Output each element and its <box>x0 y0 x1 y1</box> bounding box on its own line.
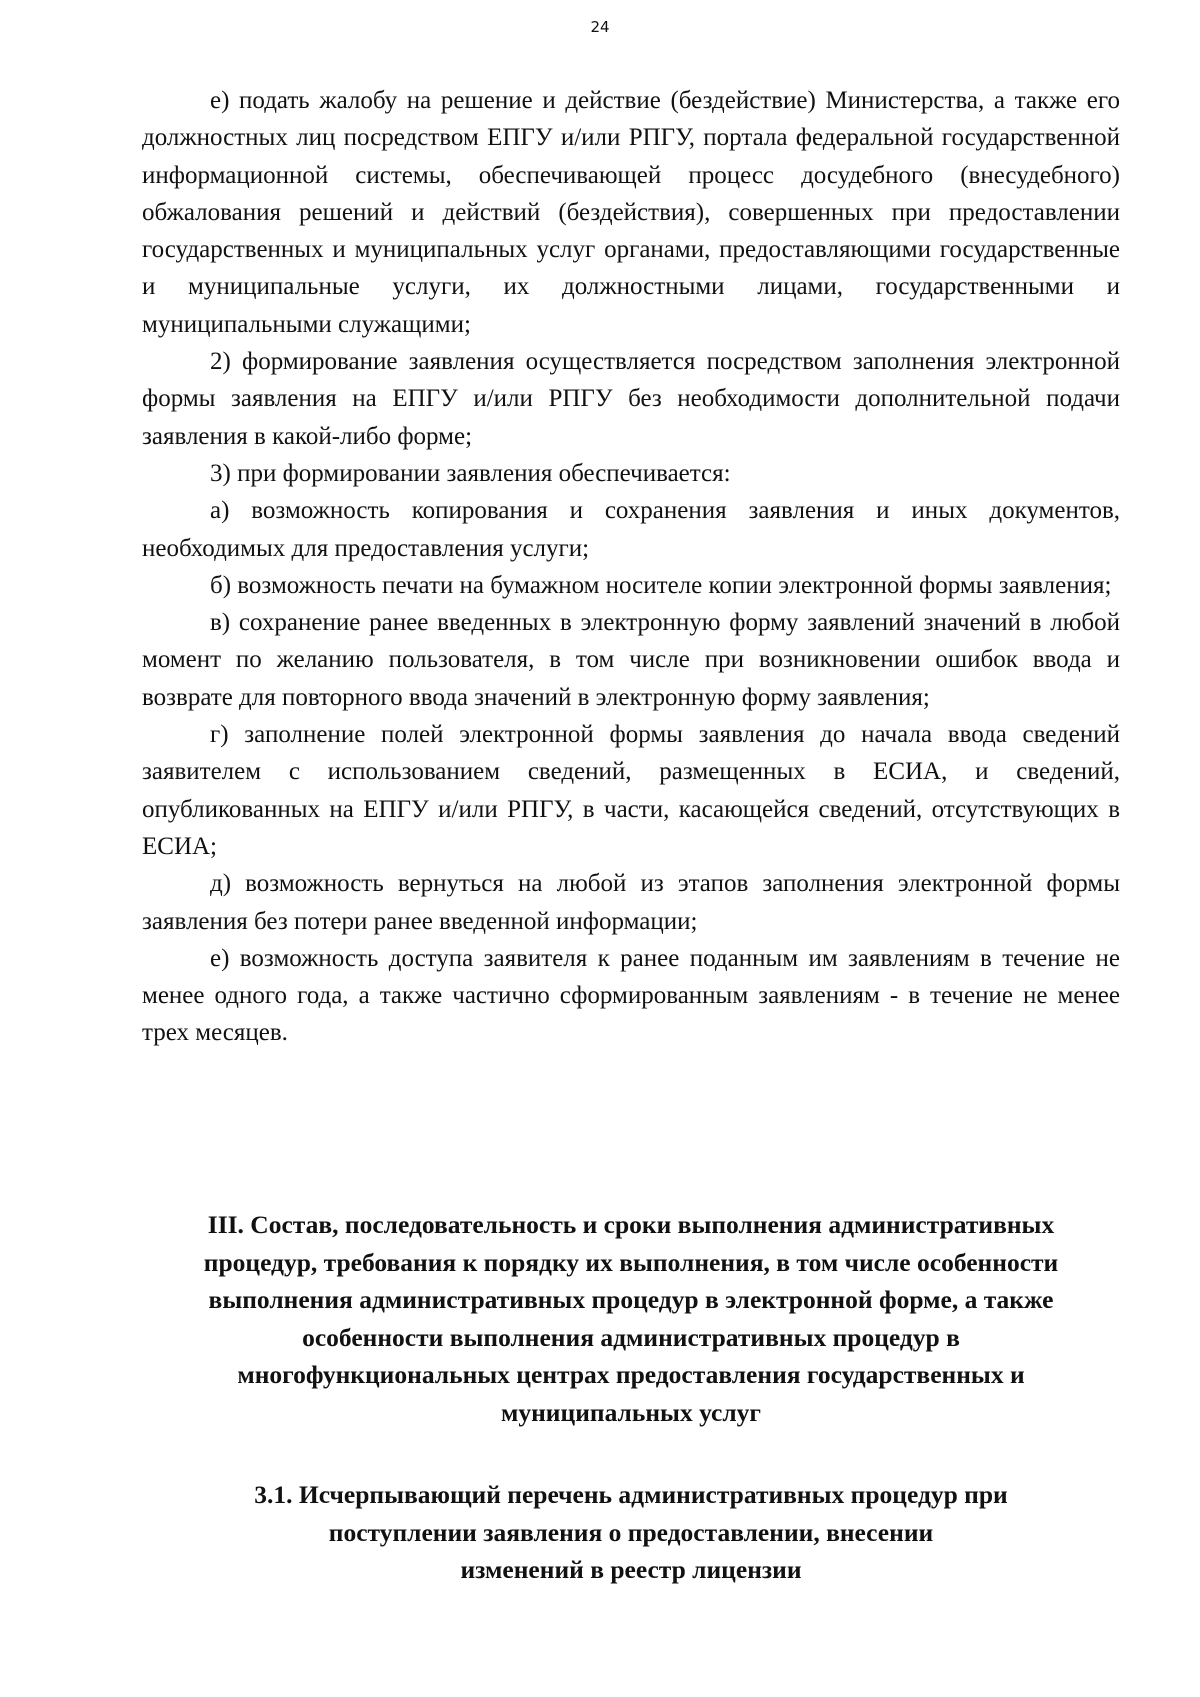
paragraph-item-g: г) заполнение полей электронной формы заявления до начала ввода сведений заявителем с использованием сведений, размещенных в ЕСИА, и сведений, опубликованных на ЕПГУ и/или РПГУ, в части, касающейся сведений, отсутствующих в ЕСИА; <box>142 721 1120 860</box>
section-heading <box>142 1206 1120 1431</box>
section-heading-line: многофункциональных центрах предоставления государственных и <box>237 1360 1025 1389</box>
paragraph-item-a: а) возможность копирования и сохранения заявления и иных документов, необходимых для предоставления услуги; <box>142 497 1120 562</box>
body-text <box>142 82 1120 1052</box>
subsection-heading-line: поступлении заявления о предоставлении, внесении <box>328 1517 934 1547</box>
paragraph-item-e: е) возможность доступа заявителя к ранее поданным им заявлениям в течение не менее одного года, а также частично сформированным заявлениям - в течение не менее трех месяцев. <box>142 944 1120 1047</box>
paragraph-item-b: б) возможность печати на бумажном носителе копии электронной формы заявления; <box>210 571 1112 599</box>
page-number: 24 <box>590 18 610 36</box>
section-heading-line: особенности выполнения административных процедур в <box>302 1322 960 1352</box>
section-heading-line: процедур, требования к порядку их выполнения, в том числе особенности <box>203 1247 1059 1277</box>
paragraph-complaint: е) подать жалобу на решение и действие (бездействие) Министерства, а также его должностных лиц посредством ЕПГУ и/или РПГУ, портала федеральной государственной информационной системы, обеспечивающей процесс досудебного (внесудебного) обжалования решений и действий (бездействия), совершенных при предоставлении государственных и муниципальных услуг органами, предоставляющими государственные и муниципальные услуги, их должностными лицами, государственными и муниципальными служащими; <box>142 87 1120 338</box>
paragraph-form-creation: 2) формирование заявления осуществляется посредством заполнения электронной формы заявления на ЕПГУ и/или РПГУ без необходимости дополнительной подачи заявления в какой-либо форме; <box>142 348 1120 450</box>
subsection-heading-line: изменений в реестр лицензии <box>460 1555 802 1584</box>
subsection-heading-line: 3.1. Исчерпывающий перечень административных процедур при <box>254 1480 1008 1509</box>
subsection-heading <box>142 1476 1120 1589</box>
paragraph-item-d: д) возможность вернуться на любой из этапов заполнения электронной формы заявления без потери ранее введенной информации; <box>142 870 1120 935</box>
paragraph-provided-features: 3) при формировании заявления обеспечивается: <box>210 459 731 487</box>
section-heading-line: III. Состав, последовательность и сроки выполнения административных <box>207 1210 1055 1239</box>
paragraph-item-v: в) сохранение ранее введенных в электронную форму заявлений значений в любой момент по желанию пользователя, в том числе при возникновении ошибок ввода и возврате для повторного ввода значений в электронную форму заявления; <box>142 609 1120 711</box>
section-heading-line: выполнения административных процедур в электронной форме, а также <box>208 1285 1054 1314</box>
section-heading-line: муниципальных услуг <box>501 1397 761 1427</box>
